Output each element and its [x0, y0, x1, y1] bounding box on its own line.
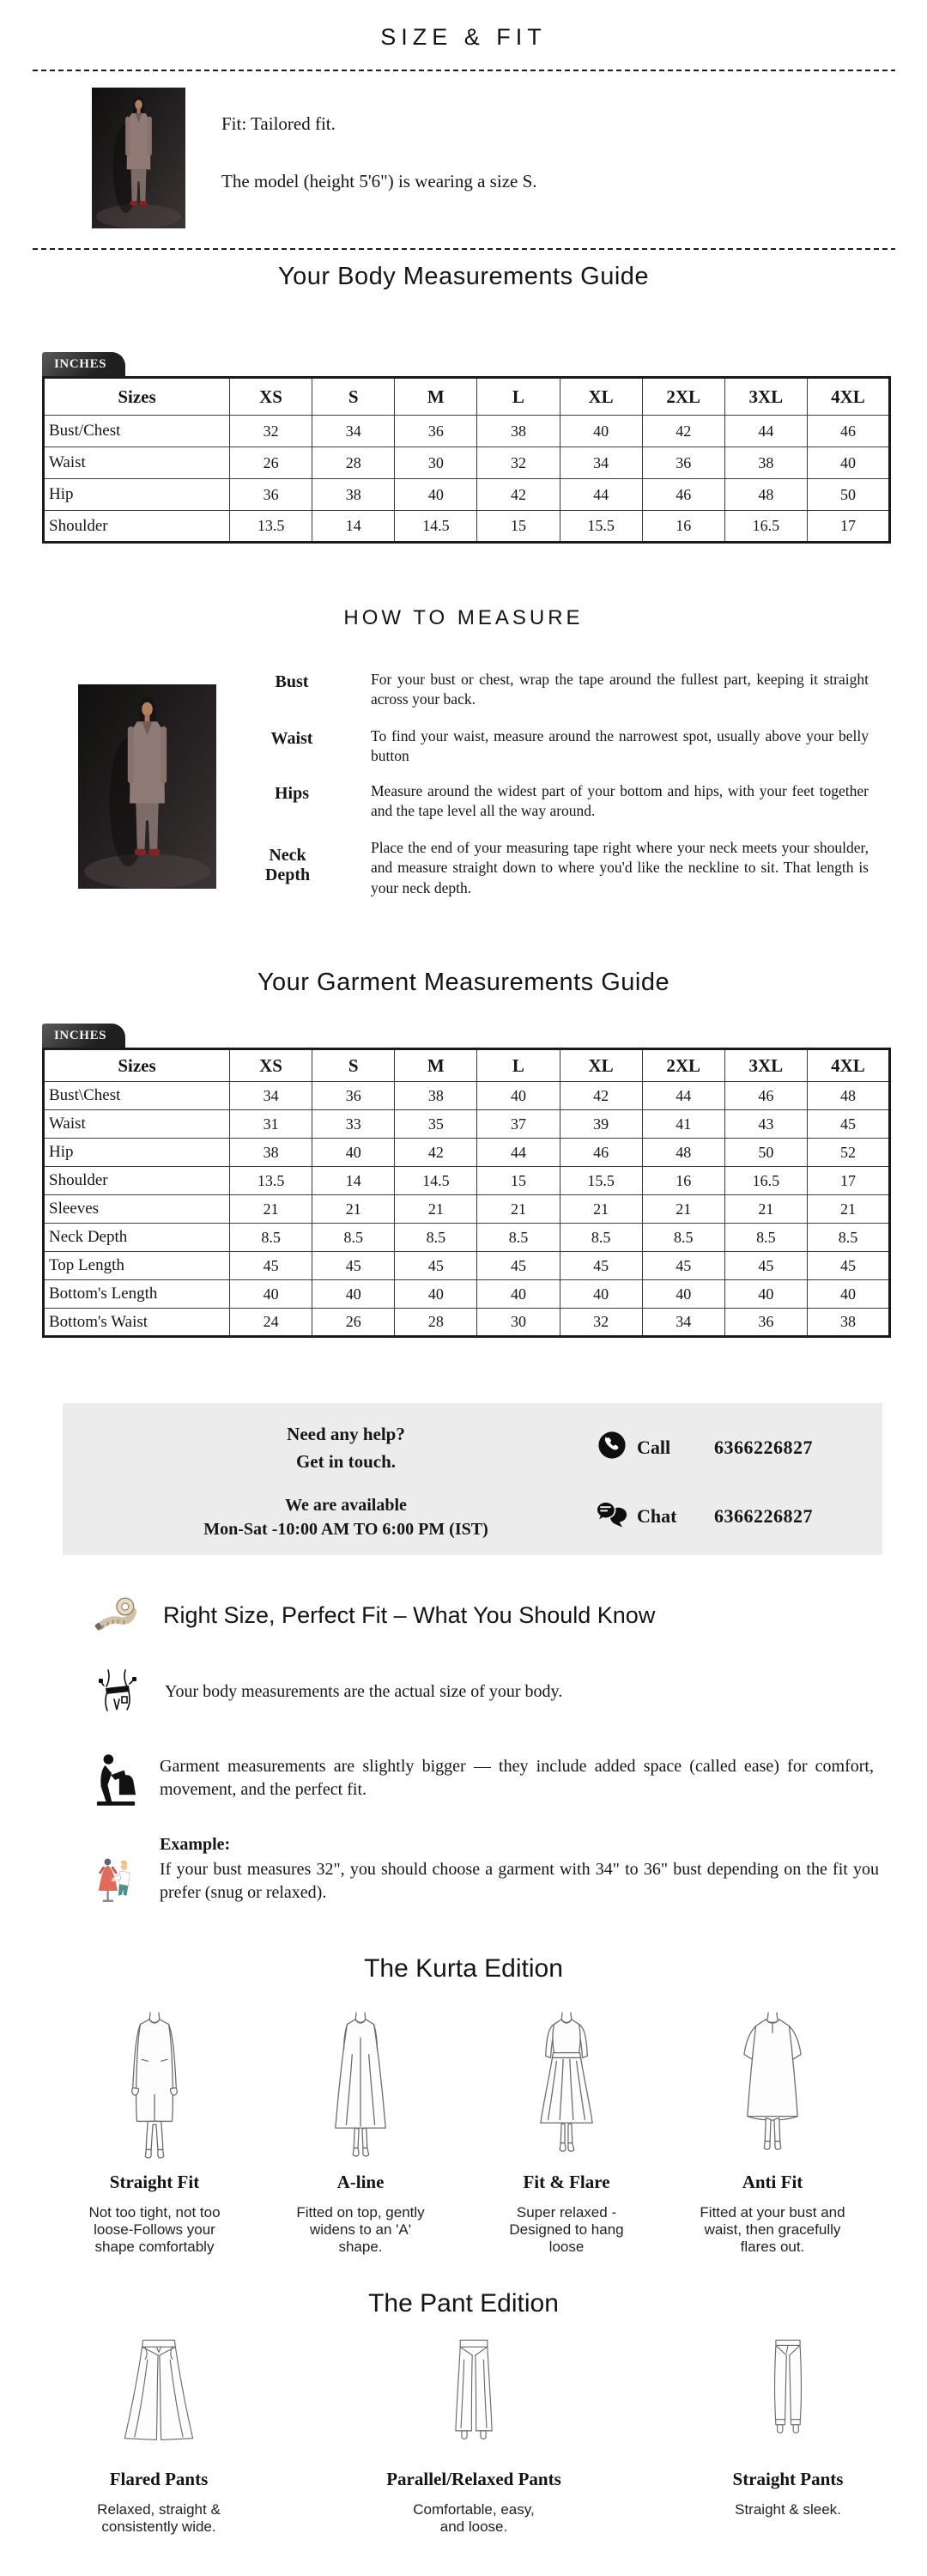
measurement-cell: 26: [230, 447, 312, 479]
measurement-cell: 45: [395, 1252, 477, 1280]
measurement-cell: 21: [477, 1195, 560, 1224]
measurement-cell: 8.5: [230, 1224, 312, 1252]
table-header-row: [44, 378, 890, 416]
page-title: SIZE & FIT: [380, 24, 547, 50]
measurement-cell: 8.5: [560, 1224, 642, 1252]
table-row: [44, 479, 890, 511]
measurement-cell: 17: [807, 1167, 889, 1195]
measurement-cell: 16: [642, 511, 724, 543]
model-photo-illustration: [92, 88, 185, 228]
measurement-cell: 45: [807, 1110, 889, 1139]
phone-icon: [597, 1431, 627, 1464]
row-label: Shoulder: [44, 1167, 230, 1195]
column-header: Sizes: [44, 1049, 230, 1082]
chat-icon: [596, 1499, 627, 1533]
measurement-cell: 31: [230, 1110, 312, 1139]
measurement-cell: 46: [642, 479, 724, 511]
measurement-cell: 13.5: [230, 1167, 312, 1195]
measure-desc-hips: Measure around the widest part of your bottom and hips, with your feet together and the tape level all the way around.: [371, 782, 869, 820]
measurement-cell: 45: [312, 1252, 395, 1280]
measurement-cell: 46: [560, 1139, 642, 1167]
measurement-cell: 46: [807, 416, 889, 447]
chat-number[interactable]: 6366226827: [714, 1504, 813, 1527]
measurement-cell: 44: [724, 416, 807, 447]
measurement-cell: 14.5: [395, 511, 477, 543]
chat-contact[interactable]: [596, 1499, 813, 1533]
call-contact[interactable]: [597, 1431, 813, 1464]
column-header: 2XL: [642, 1049, 724, 1082]
table-row: [44, 1195, 890, 1224]
pant-style-parallel-relaxed: [354, 2336, 594, 2536]
measure-term-hips: Hips: [274, 784, 310, 803]
measurement-cell: 32: [560, 1309, 642, 1337]
measurement-cell: 45: [230, 1252, 312, 1280]
help-banner: [63, 1403, 882, 1555]
kurta-style-straight-fit: [52, 2011, 258, 2256]
garment-guide-title: Your Garment Measurements Guide: [257, 969, 670, 996]
measurement-cell: 24: [230, 1309, 312, 1337]
row-label: Bottom's Length: [44, 1280, 230, 1309]
measurement-cell: 38: [312, 479, 395, 511]
measurement-cell: 40: [312, 1280, 395, 1309]
measurement-cell: 14: [312, 1167, 395, 1195]
row-label: Top Length: [44, 1252, 230, 1280]
measure-desc-neck-depth: Place the end of your measuring tape right where your neck meets your shoulder, and measure straight down to where you'd like the neckline to sit. That length is your neck depth.: [371, 839, 869, 896]
measurement-cell: 45: [560, 1252, 642, 1280]
measurement-cell: 45: [807, 1252, 889, 1280]
measurement-cell: 40: [395, 479, 477, 511]
how-to-measure-title: HOW TO MEASURE: [343, 606, 584, 629]
column-header: 4XL: [807, 378, 889, 416]
measurement-cell: 34: [230, 1082, 312, 1110]
column-header: M: [395, 378, 477, 416]
anti-fit-kurta-illustration: [721, 2011, 824, 2166]
kurta-style-fit-and-flare: [464, 2011, 670, 2256]
call-label[interactable]: Call: [637, 1436, 671, 1458]
style-name: Fit & Flare: [523, 2172, 610, 2192]
measurement-cell: 36: [312, 1082, 395, 1110]
measurement-cell: 42: [642, 416, 724, 447]
pant-edition-title: The Pant Edition: [368, 2289, 559, 2318]
measurement-cell: 35: [395, 1110, 477, 1139]
availability-line-1: We are available: [285, 1496, 407, 1515]
style-name: Straight Pants: [732, 2469, 844, 2489]
style-description: Super relaxed - Designed to hang loose: [509, 2204, 624, 2255]
measurement-cell: 41: [642, 1110, 724, 1139]
style-name: Anti Fit: [742, 2172, 803, 2192]
measurement-cell: 21: [724, 1195, 807, 1224]
units-tab: INCHES: [42, 1024, 125, 1048]
column-header: 3XL: [724, 1049, 807, 1082]
divider: [33, 248, 895, 250]
measurement-cell: 40: [230, 1280, 312, 1309]
table-row: [44, 1252, 890, 1280]
style-description: Relaxed, straight & consistently wide.: [97, 2501, 221, 2535]
measurement-cell: 36: [395, 416, 477, 447]
body-measure-icon: [97, 1668, 136, 1716]
column-header: S: [312, 1049, 395, 1082]
column-header: 3XL: [724, 378, 807, 416]
table-row: [44, 1224, 890, 1252]
measurement-cell: 28: [395, 1309, 477, 1337]
style-description: Comfortable, easy, and loose.: [413, 2501, 535, 2535]
measurement-cell: 30: [477, 1309, 560, 1337]
row-label: Waist: [44, 1110, 230, 1139]
measurement-cell: 40: [560, 416, 642, 447]
measurement-cell: 13.5: [230, 511, 312, 543]
measurement-cell: 45: [477, 1252, 560, 1280]
table-row: [44, 1309, 890, 1337]
table-row: [44, 1110, 890, 1139]
measurement-cell: 42: [395, 1139, 477, 1167]
row-label: Hip: [44, 1139, 230, 1167]
measurement-cell: 8.5: [807, 1224, 889, 1252]
column-header: XS: [230, 1049, 312, 1082]
availability-line-2: Mon-Sat -10:00 AM TO 6:00 PM (IST): [203, 1520, 488, 1539]
column-header: L: [477, 378, 560, 416]
table-row: [44, 1139, 890, 1167]
measurement-cell: 34: [312, 416, 395, 447]
measurement-cell: 21: [560, 1195, 642, 1224]
measurement-cell: 45: [724, 1252, 807, 1280]
measure-term-neck-depth: Neck Depth: [264, 846, 311, 884]
model-photo: [92, 88, 185, 228]
chat-label[interactable]: Chat: [637, 1504, 677, 1527]
right-size-title: Right Size, Perfect Fit – What You Should Know: [163, 1602, 656, 1628]
style-name: Flared Pants: [109, 2469, 209, 2489]
table-row: [44, 1082, 890, 1110]
fitting-illustration-icon: [95, 1856, 136, 1909]
style-name: A-line: [336, 2172, 385, 2192]
measurement-cell: 26: [312, 1309, 395, 1337]
measurement-cell: 14: [312, 511, 395, 543]
measurement-cell: 30: [395, 447, 477, 479]
table-row: [44, 511, 890, 543]
table-row: [44, 447, 890, 479]
measurement-cell: 16: [642, 1167, 724, 1195]
measure-model-illustration: [78, 684, 216, 889]
column-header: S: [312, 378, 395, 416]
measurement-cell: 40: [807, 447, 889, 479]
straight-fit-kurta-illustration: [103, 2011, 206, 2166]
measurement-cell: 21: [642, 1195, 724, 1224]
measurement-cell: 46: [724, 1082, 807, 1110]
measurement-cell: 36: [230, 479, 312, 511]
column-header: 2XL: [642, 378, 724, 416]
table-row: [44, 416, 890, 447]
style-description: Straight & sleek.: [735, 2501, 841, 2518]
kurta-style-anti-fit: [670, 2011, 876, 2256]
sewing-icon: [94, 1752, 137, 1813]
measure-desc-bust: For your bust or chest, wrap the tape around the fullest part, keeping it straight across your back.: [371, 671, 869, 708]
measurement-cell: 16.5: [724, 1167, 807, 1195]
garment-measure-point: Garment measurements are slightly bigger — they include added space (called ease) for comfort, movement, and the perfect fit.: [160, 1757, 874, 1799]
measurement-cell: 44: [642, 1082, 724, 1110]
row-label: Shoulder: [44, 511, 230, 543]
measurement-cell: 38: [395, 1082, 477, 1110]
measurement-cell: 48: [642, 1139, 724, 1167]
help-line-2: Get in touch.: [295, 1451, 397, 1472]
measurement-cell: 40: [312, 1139, 395, 1167]
fit-type-text: Fit: Tailored fit.: [221, 113, 336, 134]
row-label: Hip: [44, 479, 230, 511]
measurement-cell: 48: [807, 1082, 889, 1110]
measurement-cell: 45: [642, 1252, 724, 1280]
measurement-cell: 52: [807, 1139, 889, 1167]
measurement-cell: 48: [724, 479, 807, 511]
column-header: XS: [230, 378, 312, 416]
table-header-row: [44, 1049, 890, 1082]
measurement-cell: 40: [642, 1280, 724, 1309]
table-row: [44, 1280, 890, 1309]
measurement-cell: 38: [230, 1139, 312, 1167]
pant-style-straight: [668, 2336, 908, 2518]
measurement-cell: 32: [230, 416, 312, 447]
body-measure-point: Your body measurements are the actual size of your body.: [165, 1682, 563, 1701]
row-label: Bust\Chest: [44, 1082, 230, 1110]
measurement-cell: 34: [642, 1309, 724, 1337]
kurta-style-a-line: [258, 2011, 464, 2256]
style-description: Fitted at your bust and waist, then gracefully flares out.: [700, 2204, 845, 2255]
column-header: XL: [560, 1049, 642, 1082]
measurement-cell: 8.5: [395, 1224, 477, 1252]
measurement-cell: 38: [724, 447, 807, 479]
fit-and-flare-kurta-illustration: [515, 2011, 618, 2166]
measure-model-photo: [78, 684, 216, 889]
kurta-edition-title: The Kurta Edition: [364, 1954, 563, 1983]
straight-pants-illustration: [732, 2336, 844, 2449]
measurement-cell: 40: [807, 1280, 889, 1309]
measurement-cell: 16.5: [724, 511, 807, 543]
help-line-1: Need any help?: [287, 1424, 405, 1444]
measurement-cell: 37: [477, 1110, 560, 1139]
measurement-cell: 21: [230, 1195, 312, 1224]
measurement-cell: 39: [560, 1110, 642, 1139]
row-label: Bottom's Waist: [44, 1309, 230, 1337]
parallel-relaxed-pants-illustration: [418, 2336, 530, 2449]
units-tab: INCHES: [42, 352, 125, 376]
measurement-cell: 17: [807, 511, 889, 543]
measurement-cell: 33: [312, 1110, 395, 1139]
measurement-cell: 15.5: [560, 511, 642, 543]
column-header: Sizes: [44, 378, 230, 416]
measurement-cell: 21: [395, 1195, 477, 1224]
measurement-cell: 44: [477, 1139, 560, 1167]
measurement-cell: 42: [560, 1082, 642, 1110]
garment-measurements-table: [42, 1048, 891, 1338]
measurement-cell: 40: [477, 1280, 560, 1309]
column-header: XL: [560, 378, 642, 416]
measurement-cell: 38: [477, 416, 560, 447]
measurement-cell: 28: [312, 447, 395, 479]
measurement-cell: 8.5: [724, 1224, 807, 1252]
measurement-cell: 40: [560, 1280, 642, 1309]
measurement-cell: 40: [724, 1280, 807, 1309]
measurement-cell: 42: [477, 479, 560, 511]
measurement-cell: 50: [724, 1139, 807, 1167]
measurement-cell: 50: [807, 479, 889, 511]
column-header: M: [395, 1049, 477, 1082]
row-label: Waist: [44, 447, 230, 479]
table-row: [44, 1167, 890, 1195]
a-line-kurta-illustration: [309, 2011, 412, 2166]
call-number[interactable]: 6366226827: [714, 1436, 813, 1458]
measurement-cell: 8.5: [312, 1224, 395, 1252]
measure-term-waist: Waist: [270, 729, 313, 748]
measurement-cell: 44: [560, 479, 642, 511]
measuring-tape-icon: [93, 1595, 139, 1637]
column-header: 4XL: [807, 1049, 889, 1082]
row-label: Sleeves: [44, 1195, 230, 1224]
body-measurements-table: [42, 376, 891, 544]
divider: [33, 70, 895, 71]
measurement-cell: 15: [477, 511, 560, 543]
measurement-cell: 40: [477, 1082, 560, 1110]
measurement-cell: 36: [642, 447, 724, 479]
example-text: If your bust measures 32", you should choose a garment with 34" to 36" bust depending on the fit you prefer (snug or relaxed).: [160, 1860, 879, 1902]
column-header: L: [477, 1049, 560, 1082]
example-label: Example:: [160, 1835, 231, 1854]
help-availability: [114, 1496, 578, 1540]
row-label: Bust/Chest: [44, 416, 230, 447]
measurement-cell: 21: [312, 1195, 395, 1224]
measurement-cell: 8.5: [642, 1224, 724, 1252]
measurement-cell: 21: [807, 1195, 889, 1224]
measure-desc-waist: To find your waist, measure around the narrowest spot, usually above your belly button: [371, 727, 869, 765]
body-guide-title: Your Body Measurements Guide: [277, 263, 650, 290]
measurement-cell: 8.5: [477, 1224, 560, 1252]
measurement-cell: 38: [807, 1309, 889, 1337]
measurement-cell: 34: [560, 447, 642, 479]
measurement-cell: 15: [477, 1167, 560, 1195]
measurement-cell: 40: [395, 1280, 477, 1309]
measurement-cell: 32: [477, 447, 560, 479]
measurement-cell: 15.5: [560, 1167, 642, 1195]
flared-pants-illustration: [103, 2336, 215, 2449]
measurement-cell: 14.5: [395, 1167, 477, 1195]
style-name: Straight Fit: [109, 2172, 200, 2192]
measurement-cell: 43: [724, 1110, 807, 1139]
model-size-text: The model (height 5'6") is wearing a size S.: [221, 171, 537, 191]
style-description: Not too tight, not too loose-Follows your shape comfortably: [88, 2204, 221, 2255]
style-description: Fitted on top, gently widens to an 'A' shape.: [296, 2204, 425, 2255]
measurement-cell: 36: [724, 1309, 807, 1337]
measure-term-bust: Bust: [275, 672, 309, 691]
pant-style-flared: [39, 2336, 279, 2536]
style-name: Parallel/Relaxed Pants: [386, 2469, 561, 2489]
help-intro: [140, 1424, 552, 1473]
row-label: Neck Depth: [44, 1224, 230, 1252]
